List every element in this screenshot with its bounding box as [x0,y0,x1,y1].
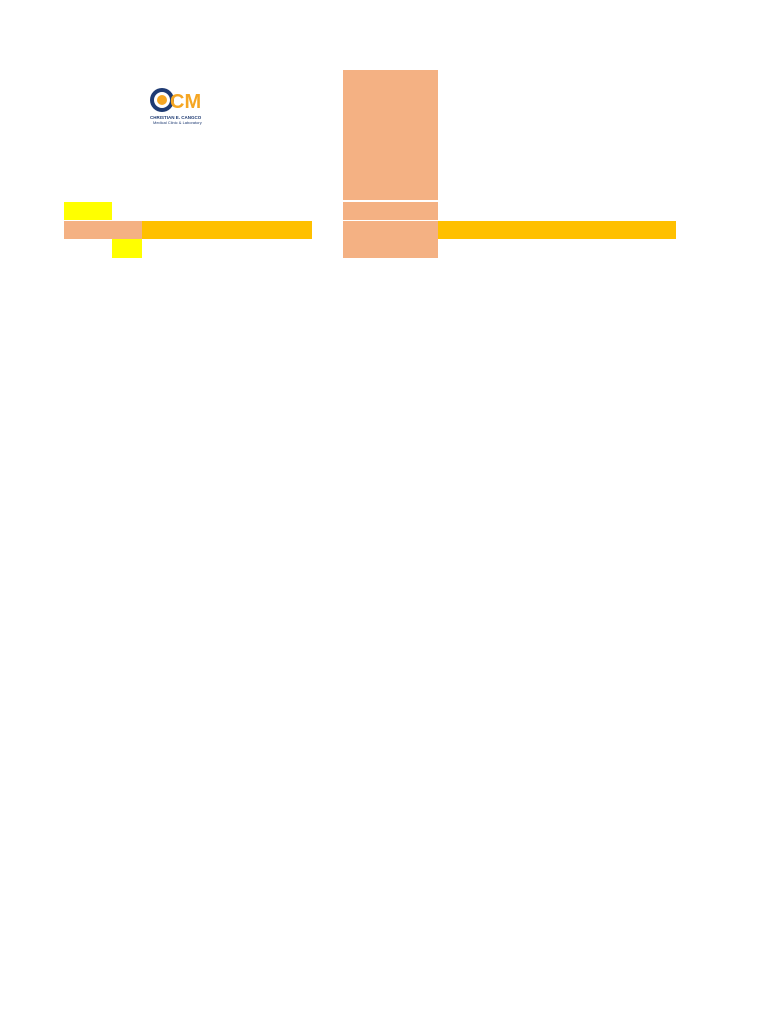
sub-col-label [438,204,470,218]
holiday-note-line [343,115,438,127]
holiday-note-line [343,103,438,115]
svg-text:Medical Clinic & Laboratory: Medical Clinic & Laboratory [153,120,202,125]
sub-col-label [598,204,630,218]
subheader-yellow [64,202,112,220]
holiday-note-line [343,91,438,103]
clinic-logo [148,86,210,128]
day-month [348,152,388,164]
name-header [142,157,312,171]
section-band-right [438,221,676,239]
svg-text:CM: CM [170,91,202,113]
section-label [142,221,312,239]
section-band-hol [343,221,438,239]
id-header [112,157,142,171]
day-weekday [534,164,630,176]
day-date [398,152,430,164]
dept-header [64,157,112,171]
sub-col-label [630,204,662,218]
section-band-left-a [64,221,142,239]
day-weekday [343,164,438,176]
holiday-cell-fill [343,239,438,258]
dept-cell [64,239,112,258]
day-weekday [438,164,534,176]
sub-col-label [470,204,502,218]
sub-col-label [566,204,598,218]
sub-col-label [502,204,534,218]
day-month [443,152,483,164]
sub-col-label [534,204,566,218]
day-value [632,239,674,258]
day-month [635,152,675,164]
name-cell [144,239,312,258]
day-date [494,152,526,164]
sub-col-label [375,204,407,218]
sub-col-label [407,204,439,218]
day-date [590,152,622,164]
day-month [539,152,579,164]
sub-col-label [343,204,375,218]
id-cell [112,239,142,258]
svg-text:CHRISTIAN E. CANGCO: CHRISTIAN E. CANGCO [150,115,202,120]
